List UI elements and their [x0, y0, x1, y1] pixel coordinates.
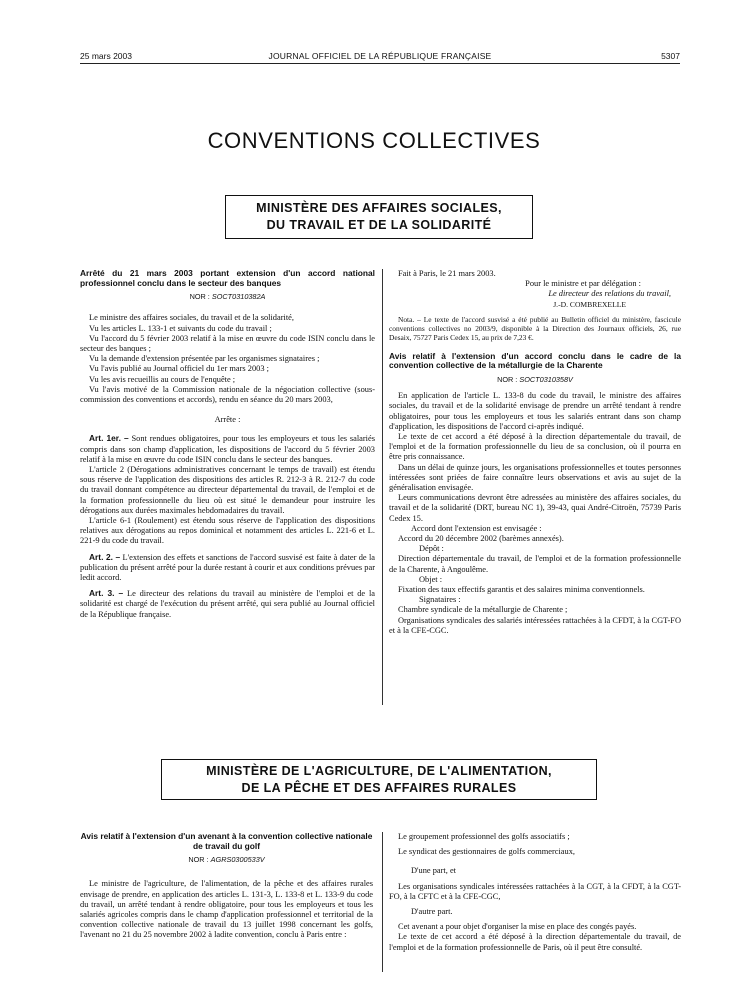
- avis2-nor: NOR : AGRS0300533V: [188, 855, 265, 865]
- signataires-label: Signataires :: [419, 595, 461, 605]
- avis2-party: D'une part, et: [411, 866, 456, 876]
- avis1-nor: NOR : SOCT0310358V: [497, 375, 573, 384]
- directeur-title: Le directeur des relations du travail,: [548, 289, 671, 299]
- ministry-line-2: DE LA PÊCHE ET DES AFFAIRES RURALES: [241, 781, 517, 795]
- avis2-party: Le syndicat des gestionnaires de golfs commerciaux,: [398, 847, 575, 857]
- fait-a-paris: Fait à Paris, le 21 mars 2003.: [398, 269, 496, 278]
- signataire-2: Organisations syndicales des salariés intéressées rattachées à la CFDT, à la CGT-FO et à la CFE-CGC.: [389, 615, 681, 635]
- arrete-title: Arrêté du 21 mars 2003 portant extension d'un accord national professionnel conclu dans le secteur des banques: [80, 268, 375, 288]
- column-divider: [382, 269, 383, 705]
- arrete-column: [80, 269, 375, 620]
- article-1-para-2: L'article 2 (Dérogations administratives concernant le temps de travail) est étendu sous réserve de l'application des dispositions des articles R. 212-3 à R. 212-7 du code du travail donnant compétence au directeur départemental du travail, de l'emploi et de la formation professionnelle du lieu où est situé le demandeur pour instruire les dérogations aux durées maximales hebdomadaires du travail.: [80, 465, 375, 515]
- avis1-para: Le texte de cet accord a été déposé à la direction départementale du travail, de l'emploi et de la formation professionnelle du lieu de sa conclusion, où il pourra en être pris connaissance.: [389, 432, 681, 462]
- avis2-para: Le texte de cet accord a été déposé à la direction départementale du travail, de l'emploi et de la formation professionnelle de Paris, où il peut être consulté.: [389, 932, 681, 952]
- article-1: Art. 1er. – Sont rendues obligatoires, pour tous les employeurs et tous les salariés compris dans son champ d'application, les dispositions de l'accord du 5 février 2003 relatif à la mise en œuvre du code ISIN conclu dans le secteur des banques.: [80, 433, 375, 464]
- avis2-column: [80, 832, 373, 941]
- avis1-para: Leurs communications devront être adressées au ministère des affaires sociales, du travail et de la solidarité (DRT, bureau NC 1), 39-43, quai André-Citroën, 75739 Paris Cedex 15.: [389, 493, 681, 523]
- ministry-box-social: [225, 195, 533, 239]
- avis2-party: Les organisations syndicales intéressées rattachées à la CGT, à la CFDT, à la CGT-FO, à la CFTC et à la CFE-CGC,: [389, 881, 681, 901]
- signature: J.-D. COMBREXELLE: [553, 299, 626, 309]
- article-1-para-3: L'article 6-1 (Roulement) est étendu sous réserve de l'application des dispositions relatives aux dérogations au repos dominical et notamment des articles L. 221-6 et L. 221-9 du code du travail.: [80, 516, 375, 546]
- signataire-1: Chambre syndicale de la métallurgie de Charente ;: [398, 605, 568, 615]
- avis2-para: Cet avenant a pour objet d'organiser la mise en place des congés payés.: [398, 922, 637, 932]
- ministry-line-1: MINISTÈRE DES AFFAIRES SOCIALES,: [256, 201, 502, 215]
- avis1-title: Avis relatif à l'extension d'un accord conclu dans le cadre de la convention collective de la métallurgie de la Charente: [389, 350, 681, 371]
- accord-label: Accord dont l'extension est envisagée :: [411, 523, 542, 533]
- avis2-party: Le groupement professionnel des golfs associatifs ;: [398, 832, 570, 841]
- nota: Nota. – Le texte de l'accord susvisé a été publié au Bulletin officiel du ministère, fascicule conventions collectives no 2003/9, disponible à la Direction des Journaux officiels, 26, rue Desaix, 75727 Paris Cedex 15, au prix de 7,23 €.: [389, 314, 681, 342]
- objet-text: Fixation des taux effectifs garantis et des salaires minima conventionnels.: [398, 585, 645, 595]
- avis2-title: Avis relatif à l'extension d'un avenant à la convention collective nationale de travail du golf: [80, 831, 373, 851]
- pour-le-ministre: Pour le ministre et par délégation :: [525, 279, 641, 289]
- depot-label: Dépôt :: [419, 544, 444, 554]
- arrete-word: Arrête :: [214, 415, 241, 425]
- article-3: Art. 3. – Le directeur des relations du travail au ministère de l'emploi et de la solidarité est chargé de l'exécution du présent arrêté, qui sera publié au Journal officiel de la République française.: [80, 588, 375, 619]
- ministry-box-agriculture: [161, 759, 597, 800]
- arrete-para: Vu la demande d'extension présentée par les organismes signataires ;: [89, 354, 320, 364]
- avis1-para: Dans un délai de quinze jours, les organisations professionnelles et toutes personnes intéressées sont priées de faire connaître leurs observations et avis au sujet de la généralisation envisagée.: [389, 462, 681, 493]
- avis2-nor-code: AGRS0300533V: [210, 855, 265, 865]
- objet-label: Objet :: [419, 574, 443, 584]
- arrete-nor: NOR : SOCT0310382A: [189, 292, 266, 302]
- ministry-line-2: DU TRAVAIL ET DE LA SOLIDARITÉ: [266, 218, 492, 232]
- ministry-line-1: MINISTÈRE DE L'AGRICULTURE, DE L'ALIMENTATION,: [206, 764, 552, 778]
- column-divider-2: [382, 832, 383, 972]
- arrete-para: Vu l'avis motivé de la Commission nationale de la négociation collective (sous-commission des conventions et accords), rendu en séance du 20 mars 2003,: [80, 384, 375, 405]
- right-column: [389, 269, 681, 636]
- accord-text: Accord du 20 décembre 2002 (barèmes annexés).: [398, 534, 564, 544]
- arrete-para: Vu l'accord du 5 février 2003 relatif à la mise en œuvre du code ISIN conclu dans le secteur des banques ;: [80, 333, 375, 353]
- arrete-para: Vu les avis recueillis au cours de l'enquête ;: [89, 374, 236, 384]
- header-date: 25 mars 2003: [80, 51, 132, 61]
- section-title: CONVENTIONS COLLECTIVES: [207, 128, 541, 153]
- avis1-para: En application de l'article L. 133-8 du code du travail, le ministre des affaires sociales, du travail et de la solidarité envisage de prendre un arrêté tendant à rendre obligatoires, pour tous les employeurs et tous les salariés entrant dans son champ d'application, les dispositions de l'accord ci-après indiqué.: [389, 391, 681, 431]
- avis2-right-column: [389, 832, 681, 953]
- avis1-nor-code: SOCT0310358V: [519, 375, 573, 384]
- avis2-party: D'autre part.: [411, 907, 453, 917]
- header-page-number: 5307: [661, 51, 680, 61]
- header-rule: [80, 63, 680, 64]
- arrete-para: Vu l'avis publié au Journal officiel du 1er mars 2003 ;: [89, 364, 269, 374]
- arrete-para: Vu les articles L. 133-1 et suivants du code du travail ;: [89, 323, 272, 333]
- depot-text: Direction départementale du travail, de l'emploi et de la formation professionnelle de la Charente, à Angoulême.: [389, 554, 681, 574]
- header-journal: JOURNAL OFFICIEL DE LA RÉPUBLIQUE FRANÇAISE: [268, 51, 492, 61]
- avis2-para: Le ministre de l'agriculture, de l'alimentation, de la pêche et des affaires rurales envisage de prendre, en application des articles L. 131-3, L. 133-8 et L. 133-9 du code du travail, un arrêté tendant à rendre obligatoire, pour tous les employeurs et tous les salariés agricoles compris dans le champ d'application professionnel et territorial de la convention collective nationale de travail du 13 juillet 1998 concernant les golfs, l'avenant no 21 du 25 novembre 2002 à ladite convention, conclu à Paris entre :: [80, 879, 373, 940]
- arrete-para: Le ministre des affaires sociales, du travail et de la solidarité,: [89, 313, 294, 323]
- article-2: Art. 2. – L'extension des effets et sanctions de l'accord susvisé est faite à dater de la publication du présent arrêté pour la durée restant à courir et aux conditions prévues par ledit accord.: [80, 551, 375, 583]
- arrete-nor-code: SOCT0310382A: [211, 292, 266, 302]
